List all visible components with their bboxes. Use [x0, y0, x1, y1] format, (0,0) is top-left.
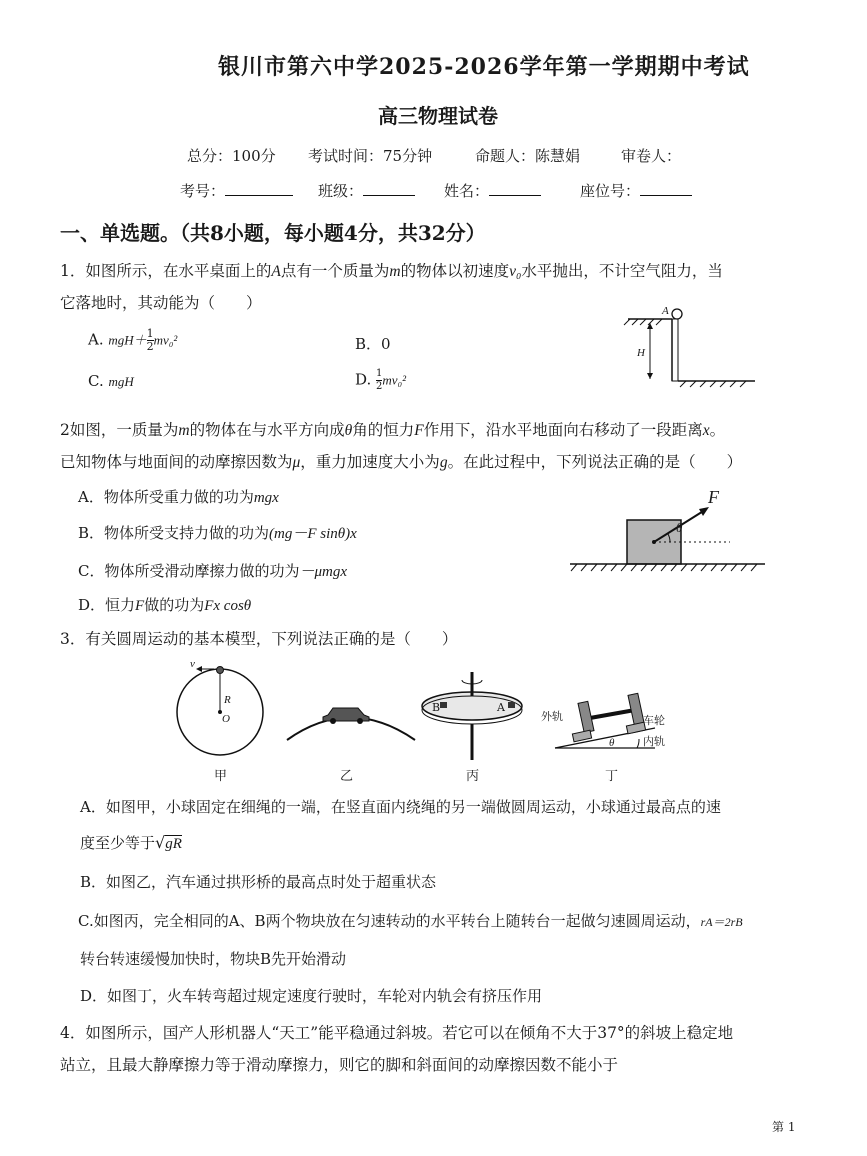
q2-fig-label-F: F	[708, 487, 719, 507]
q1-text-a: 1．如图所示，在水平桌面上的	[60, 262, 272, 280]
q1-var-v0: v₀	[509, 263, 522, 280]
exam-no-blank[interactable]	[225, 181, 293, 196]
q3-option-a-line2[interactable]	[80, 832, 182, 853]
q1-var-m: m	[389, 263, 401, 280]
force-arrow-head	[699, 507, 709, 516]
q2-var-m: m	[178, 422, 190, 439]
section-heading: 一、单选题。（共8小题，每小题4分，共32分）	[60, 221, 486, 245]
q2-text-e: 。	[709, 421, 726, 439]
q3-option-c-line1[interactable]	[78, 910, 743, 931]
total-score: 总分：100分	[187, 147, 276, 165]
q3-option-a-line1[interactable]: A．如图甲，小球固定在细绳的一端，在竖直面内绕绳的另一端做圆周运动，小球通过最高点的速	[80, 798, 721, 816]
q2-option-d-text-b: 做的功为	[144, 596, 205, 614]
floor-hatch	[571, 564, 757, 571]
q3-figure-3	[420, 668, 530, 763]
q3-option-b[interactable]: B．如图乙，汽车通过拱形桥的最高点时处于超重状态	[80, 873, 437, 891]
height-arrow-head-bottom	[647, 373, 653, 379]
q2-text-g: ，重力加速度大小为	[300, 453, 440, 471]
block-B	[440, 702, 447, 708]
q2-text-d: 作用下，沿水平地面向右移动了一段距离	[423, 421, 703, 439]
q2-stem-line2	[60, 450, 742, 472]
class-field	[318, 180, 415, 201]
q1-fig-label-A: A	[662, 305, 669, 317]
q3-option-d[interactable]: D．如图丁，火车转弯超过规定速度行驶时，车轮对内轨会有挤压作用	[80, 987, 543, 1005]
q3-figure-1	[170, 660, 280, 760]
q2-text-f: 已知物体与地面间的动摩擦因数为	[60, 453, 293, 471]
q3-caption-3: 丙	[466, 769, 480, 784]
q2-option-a-text: A．物体所受重力做的功为	[78, 488, 254, 506]
wheel-outer	[578, 701, 594, 732]
height-arrow-head-top	[647, 323, 653, 329]
q2-option-a[interactable]	[78, 486, 279, 507]
name-field	[444, 180, 541, 201]
q4-stem-line2: 站立，且最大静摩擦力等于滑动摩擦力，则它的脚和斜面间的动摩擦因数不能小于	[60, 1056, 619, 1074]
q1-option-d[interactable]	[355, 368, 406, 393]
q1-stem-line2: 它落地时，其动能为（ ）	[60, 294, 262, 312]
block-center	[652, 540, 656, 544]
q3-option-a-radicand: gR	[165, 836, 182, 852]
q3-fig3-B: B	[432, 701, 441, 714]
q2-text-a: 2如图，一质量为	[60, 421, 179, 439]
q3-fig4-wheel: 车轮	[643, 714, 665, 727]
q3-figure-2	[285, 695, 420, 745]
q2-text-c: 角的恒力	[352, 421, 415, 439]
q2-option-a-expr: mgx	[253, 490, 279, 506]
ground-hatch	[680, 381, 746, 387]
q3-fig1-R: R	[224, 694, 231, 706]
car-wheel-front	[330, 718, 336, 724]
q2-option-b[interactable]	[78, 522, 357, 543]
q2-option-c[interactable]	[78, 560, 347, 581]
q2-text-h: 。在此过程中，下列说法正确的是（ ）	[447, 453, 743, 471]
exam-subtitle: 高三物理试卷	[378, 104, 498, 128]
table-leg	[672, 319, 678, 381]
q2-option-d-text-a: D．恒力	[78, 596, 136, 614]
seat-label: 座位号：	[580, 182, 641, 200]
q1-option-d-suffix: mv₀²	[382, 372, 406, 388]
q3-caption-2: 乙	[340, 769, 354, 784]
q1-var-A: A	[271, 263, 281, 280]
class-blank[interactable]	[363, 181, 415, 196]
q2-option-d-var-F: F	[135, 598, 145, 614]
outer-rail	[572, 730, 591, 742]
q2-option-c-expr: －μmgx	[299, 564, 348, 580]
q2-var-mu: μ	[292, 454, 301, 471]
q2-var-F: F	[414, 422, 424, 439]
q2-option-d-expr: Fx cosθ	[204, 598, 252, 614]
ball	[217, 667, 224, 674]
incline-angle-arc	[637, 739, 639, 748]
q3-fig4-theta: θ	[609, 737, 615, 749]
q1-option-d-den: 2	[376, 381, 383, 392]
q1-option-a-label: A.	[88, 330, 104, 349]
q3-fig1-O: O	[222, 713, 230, 725]
car-wheel-rear	[357, 718, 363, 724]
q1-option-a-suffix: mv₀²	[153, 332, 178, 348]
page-number: 第 1	[772, 1120, 796, 1134]
q3-fig3-A: A	[497, 701, 505, 714]
q2-figure	[565, 488, 785, 578]
q1-option-c-expr: mgH	[108, 374, 134, 389]
q1-option-a-fraction	[147, 328, 154, 353]
q3-caption-1: 甲	[214, 769, 228, 784]
q1-option-a-prefix: mgH＋	[108, 332, 147, 348]
q3-option-c-text: C.如图丙，完全相同的A、B两个物块放在匀速转动的水平转台上随转台一起做匀速圆周运动，	[78, 912, 701, 930]
q1-option-d-label: D.	[355, 370, 372, 389]
q1-option-b[interactable]: B．0	[355, 335, 391, 353]
exam-no-field	[180, 180, 293, 201]
q3-fig4-outer-rail: 外轨	[541, 710, 563, 723]
q2-var-g: g	[439, 454, 448, 471]
velocity-arrow-head	[196, 666, 202, 672]
q3-fig4-inner-rail: 内轨	[643, 735, 665, 748]
name-label: 姓名：	[444, 182, 490, 200]
q2-option-d[interactable]	[78, 594, 251, 615]
table-hatch	[624, 319, 662, 325]
q1-option-d-num: 1	[376, 368, 383, 379]
axle	[590, 710, 635, 718]
block-A	[508, 702, 515, 708]
class-label: 班级：	[318, 182, 364, 200]
exam-title: 银川市第六中学2025-2026学年第一学期期中考试	[218, 54, 750, 80]
q1-text-c: 的物体以初速度	[400, 262, 510, 280]
setter: 命题人：陈慧娟	[475, 147, 581, 165]
q3-option-a-text: 度至少等于	[80, 834, 156, 852]
q2-var-theta: θ	[344, 422, 353, 439]
q1-stem-line1	[60, 259, 723, 281]
q1-fig-label-H: H	[637, 347, 645, 359]
q2-option-c-text: C．物体所受滑动摩擦力做的功为	[78, 562, 300, 580]
sqrt-icon: √	[155, 833, 166, 852]
q1-text-b: 点有一个质量为	[280, 262, 390, 280]
q2-stem-line1	[60, 418, 725, 440]
q3-option-c-expr: rA＝2rB	[700, 915, 743, 929]
exam-time: 考试时间：75分钟	[308, 147, 433, 165]
q1-text-d: 水平抛出，不计空气阻力，当	[521, 262, 723, 280]
seat-field	[580, 180, 692, 201]
q1-option-a[interactable]	[88, 328, 177, 353]
q1-option-c-label: C.	[88, 372, 104, 390]
ball	[672, 309, 682, 319]
q2-var-x: x	[702, 422, 710, 439]
q1-option-a-num: 1	[146, 327, 154, 340]
q3-caption-4: 丁	[605, 769, 619, 784]
q1-option-a-den: 2	[146, 340, 154, 353]
q1-option-c[interactable]	[88, 372, 134, 390]
q4-stem-line1: 4．如图所示，国产人形机器人“天工”能平稳通过斜坡。若它可以在倾角不大于37°的斜坡上稳定地	[60, 1024, 734, 1042]
q2-option-b-expr: (mg－F sinθ)x	[269, 526, 357, 542]
name-blank[interactable]	[489, 181, 541, 196]
reviewer: 审卷人：	[621, 147, 682, 165]
q3-option-c-line2[interactable]: 转台转速缓慢加快时，物块B先开始滑动	[80, 950, 347, 968]
q3-stem: 3．有关圆周运动的基本模型，下列说法正确的是（ ）	[60, 630, 458, 648]
q2-option-b-text: B．物体所受支持力做的功为	[78, 524, 270, 542]
q2-text-b: 的物体在与水平方向成	[189, 421, 345, 439]
q2-fig-label-theta: θ	[676, 520, 683, 535]
q3-fig1-v: v	[190, 658, 195, 670]
exam-no-label: 考号：	[180, 182, 226, 200]
wheel-inner	[628, 693, 644, 724]
seat-blank[interactable]	[640, 181, 692, 196]
